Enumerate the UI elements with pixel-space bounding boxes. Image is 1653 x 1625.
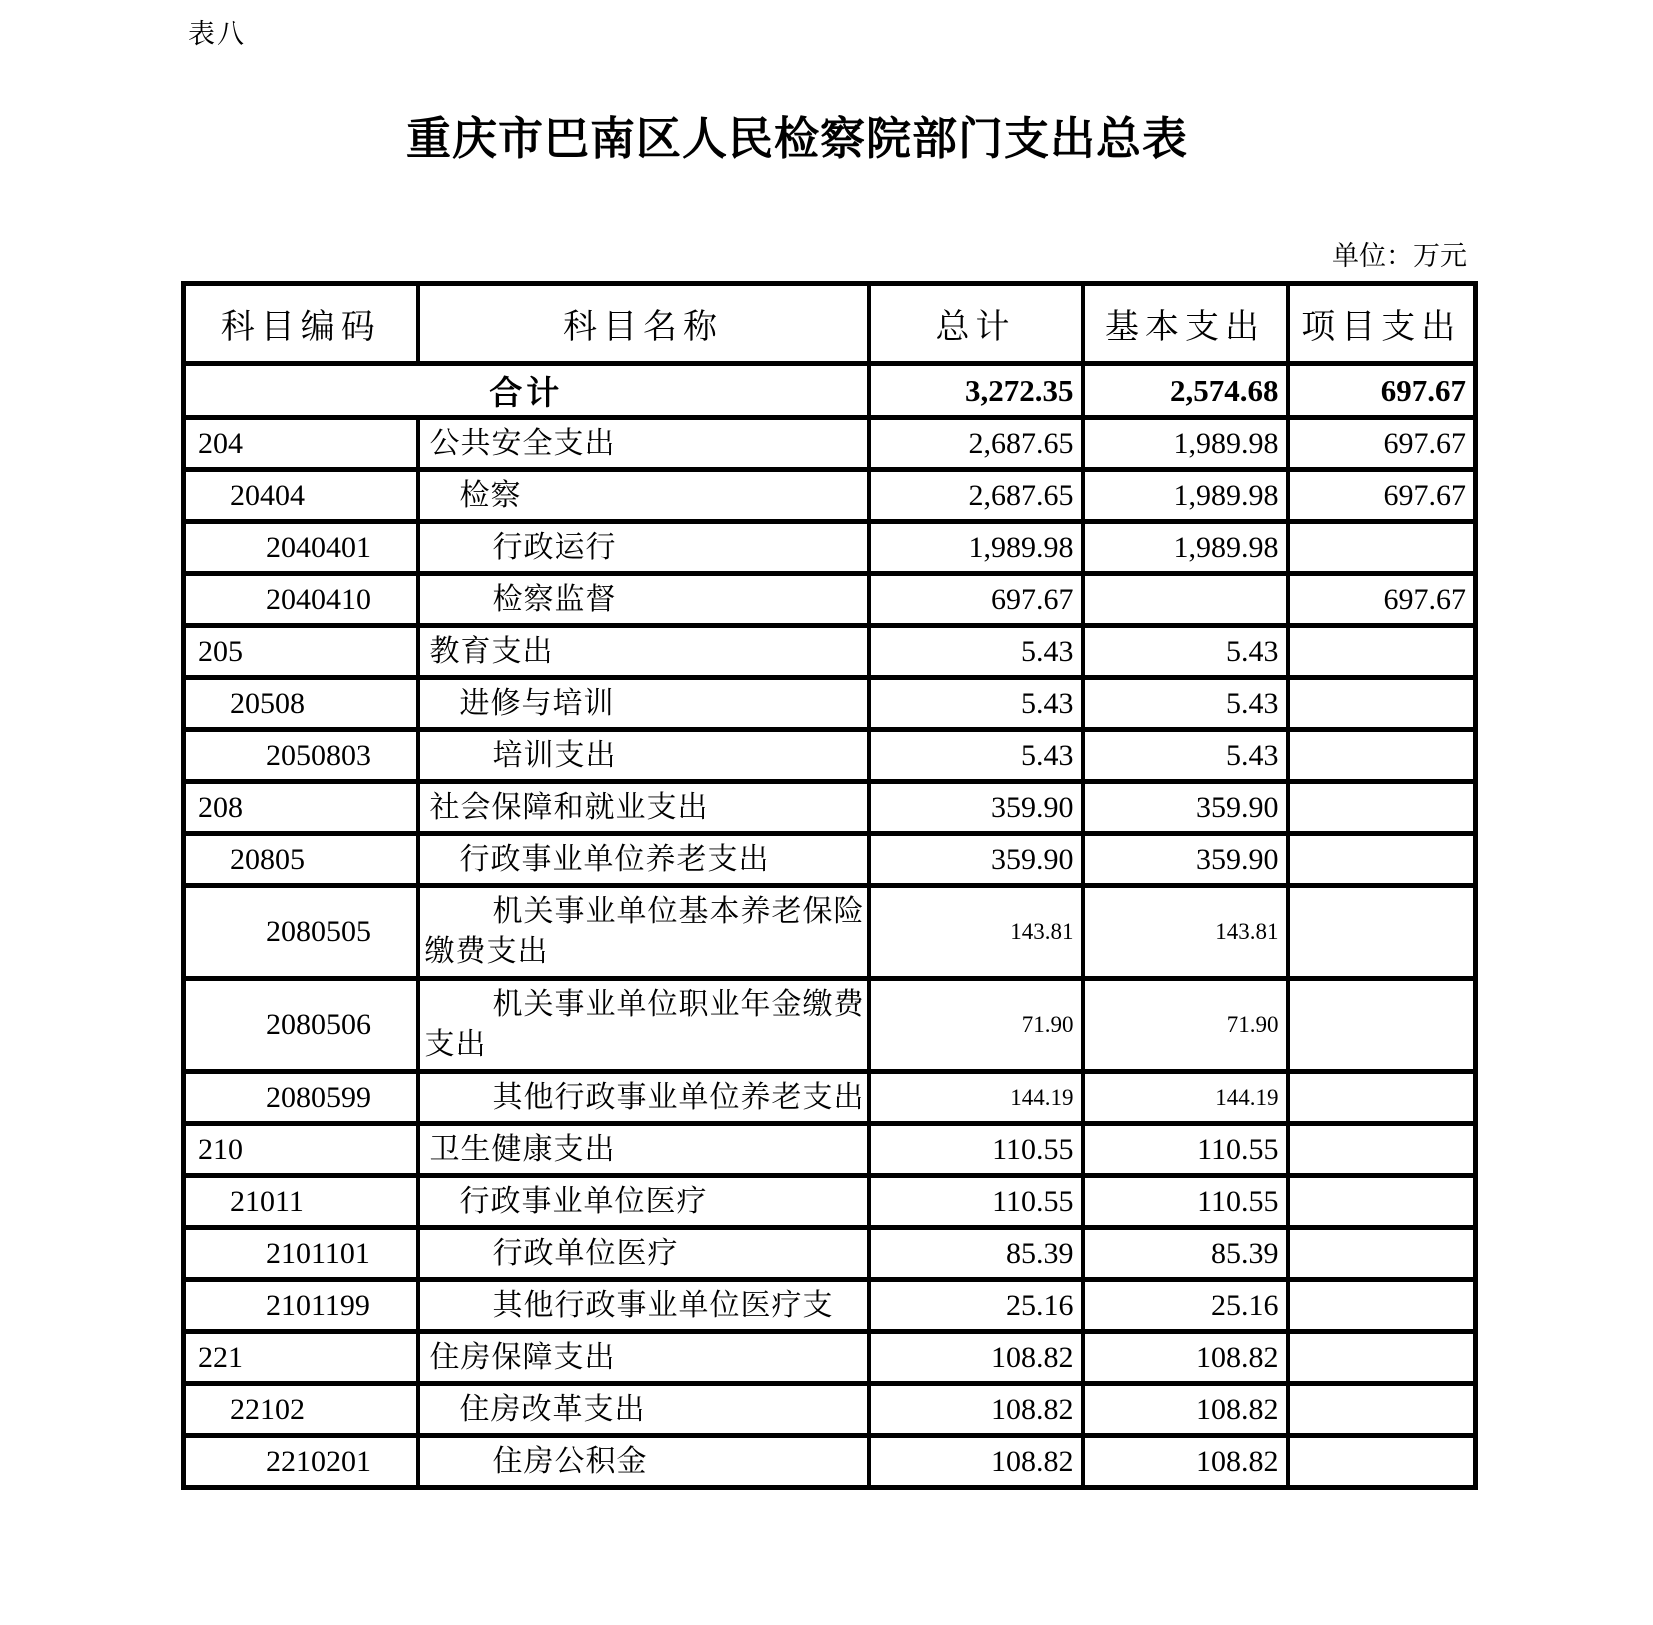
total-value: 5.43 bbox=[869, 678, 1083, 730]
project-value bbox=[1288, 522, 1476, 574]
subject-code: 2040401 bbox=[184, 522, 418, 574]
basic-value: 359.90 bbox=[1083, 782, 1288, 834]
basic-value: 359.90 bbox=[1083, 834, 1288, 886]
subject-code: 22102 bbox=[184, 1384, 418, 1436]
header-row bbox=[184, 284, 1476, 364]
table-row bbox=[184, 730, 1476, 782]
project-value bbox=[1288, 979, 1476, 1072]
basic-value: 1,989.98 bbox=[1083, 470, 1288, 522]
total-row bbox=[184, 364, 1476, 418]
total-value: 1,989.98 bbox=[869, 522, 1083, 574]
subject-name: 住房公积金 bbox=[418, 1436, 869, 1488]
basic-value: 71.90 bbox=[1083, 979, 1288, 1072]
project-value bbox=[1288, 886, 1476, 979]
subject-code: 204 bbox=[184, 418, 418, 470]
subject-name: 培训支出 bbox=[418, 730, 869, 782]
subject-name: 行政事业单位医疗 bbox=[418, 1176, 869, 1228]
subject-code: 21011 bbox=[184, 1176, 418, 1228]
subject-name: 其他行政事业单位医疗支 bbox=[418, 1280, 869, 1332]
basic-value: 110.55 bbox=[1083, 1176, 1288, 1228]
project-value: 697.67 bbox=[1288, 470, 1476, 522]
table-row bbox=[184, 678, 1476, 730]
table-row bbox=[184, 1384, 1476, 1436]
basic-value: 108.82 bbox=[1083, 1436, 1288, 1488]
column-header-basic: 基本支出 bbox=[1083, 284, 1288, 364]
table-row bbox=[184, 834, 1476, 886]
subject-name: 行政单位医疗 bbox=[418, 1228, 869, 1280]
column-header-subject-name: 科目名称 bbox=[418, 284, 869, 364]
basic-value: 108.82 bbox=[1083, 1332, 1288, 1384]
table-body bbox=[184, 364, 1476, 1488]
project-value bbox=[1288, 1072, 1476, 1124]
project-value bbox=[1288, 1436, 1476, 1488]
table-row bbox=[184, 626, 1476, 678]
subject-code: 2101199 bbox=[184, 1280, 418, 1332]
subject-name: 检察 bbox=[418, 470, 869, 522]
total-value: 108.82 bbox=[869, 1384, 1083, 1436]
table-row bbox=[184, 470, 1476, 522]
total-value: 359.90 bbox=[869, 782, 1083, 834]
table-row bbox=[184, 1176, 1476, 1228]
project-value bbox=[1288, 626, 1476, 678]
total-value: 697.67 bbox=[869, 574, 1083, 626]
table-row bbox=[184, 1072, 1476, 1124]
total-value: 2,687.65 bbox=[869, 418, 1083, 470]
basic-value: 25.16 bbox=[1083, 1280, 1288, 1332]
subject-code: 20404 bbox=[184, 470, 418, 522]
subject-code: 2210201 bbox=[184, 1436, 418, 1488]
subject-name: 机关事业单位基本养老保险缴费支出 bbox=[418, 886, 869, 979]
subject-code: 208 bbox=[184, 782, 418, 834]
subject-code: 210 bbox=[184, 1124, 418, 1176]
basic-value: 143.81 bbox=[1083, 886, 1288, 979]
total-row-total: 3,272.35 bbox=[869, 364, 1083, 418]
subject-code: 205 bbox=[184, 626, 418, 678]
subject-name: 其他行政事业单位养老支出 bbox=[418, 1072, 869, 1124]
subject-name: 进修与培训 bbox=[418, 678, 869, 730]
table-row bbox=[184, 1124, 1476, 1176]
subject-code: 2080505 bbox=[184, 886, 418, 979]
project-value bbox=[1288, 678, 1476, 730]
subject-name: 卫生健康支出 bbox=[418, 1124, 869, 1176]
column-header-total: 总计 bbox=[869, 284, 1083, 364]
table-row bbox=[184, 574, 1476, 626]
subject-code: 2080506 bbox=[184, 979, 418, 1072]
subject-name: 行政事业单位养老支出 bbox=[418, 834, 869, 886]
table-number-label: 表八 bbox=[188, 19, 246, 49]
total-value: 25.16 bbox=[869, 1280, 1083, 1332]
subject-name: 住房保障支出 bbox=[418, 1332, 869, 1384]
project-value bbox=[1288, 1124, 1476, 1176]
project-value bbox=[1288, 730, 1476, 782]
table-row bbox=[184, 1228, 1476, 1280]
subject-name: 社会保障和就业支出 bbox=[418, 782, 869, 834]
basic-value: 110.55 bbox=[1083, 1124, 1288, 1176]
subject-code: 221 bbox=[184, 1332, 418, 1384]
total-value: 108.82 bbox=[869, 1436, 1083, 1488]
expenditure-table bbox=[181, 281, 1478, 1490]
table-row bbox=[184, 886, 1476, 979]
total-row-basic: 2,574.68 bbox=[1083, 364, 1288, 418]
column-header-project: 项目支出 bbox=[1288, 284, 1476, 364]
total-value: 144.19 bbox=[869, 1072, 1083, 1124]
basic-value: 5.43 bbox=[1083, 678, 1288, 730]
total-value: 143.81 bbox=[869, 886, 1083, 979]
table-row bbox=[184, 522, 1476, 574]
total-value: 359.90 bbox=[869, 834, 1083, 886]
basic-value: 85.39 bbox=[1083, 1228, 1288, 1280]
total-row-project: 697.67 bbox=[1288, 364, 1476, 418]
project-value bbox=[1288, 1332, 1476, 1384]
subject-name: 住房改革支出 bbox=[418, 1384, 869, 1436]
subject-code: 2101101 bbox=[184, 1228, 418, 1280]
project-value bbox=[1288, 1280, 1476, 1332]
total-value: 110.55 bbox=[869, 1176, 1083, 1228]
project-value bbox=[1288, 782, 1476, 834]
project-value bbox=[1288, 834, 1476, 886]
basic-value: 1,989.98 bbox=[1083, 522, 1288, 574]
total-value: 85.39 bbox=[869, 1228, 1083, 1280]
total-value: 5.43 bbox=[869, 626, 1083, 678]
basic-value: 5.43 bbox=[1083, 626, 1288, 678]
total-value: 110.55 bbox=[869, 1124, 1083, 1176]
basic-value bbox=[1083, 574, 1288, 626]
table-row bbox=[184, 418, 1476, 470]
subject-name: 行政运行 bbox=[418, 522, 869, 574]
subject-name: 教育支出 bbox=[418, 626, 869, 678]
project-value bbox=[1288, 1384, 1476, 1436]
project-value: 697.67 bbox=[1288, 418, 1476, 470]
table-row bbox=[184, 1280, 1476, 1332]
subject-name: 公共安全支出 bbox=[418, 418, 869, 470]
project-value: 697.67 bbox=[1288, 574, 1476, 626]
total-value: 71.90 bbox=[869, 979, 1083, 1072]
table-row bbox=[184, 979, 1476, 1072]
table-row bbox=[184, 782, 1476, 834]
basic-value: 1,989.98 bbox=[1083, 418, 1288, 470]
project-value bbox=[1288, 1228, 1476, 1280]
total-value: 108.82 bbox=[869, 1332, 1083, 1384]
table-row bbox=[184, 1332, 1476, 1384]
unit-label: 单位：万元 bbox=[1332, 241, 1467, 271]
project-value bbox=[1288, 1176, 1476, 1228]
total-row-label: 合计 bbox=[184, 364, 869, 418]
basic-value: 5.43 bbox=[1083, 730, 1288, 782]
table-row bbox=[184, 1436, 1476, 1488]
basic-value: 144.19 bbox=[1083, 1072, 1288, 1124]
subject-code: 2050803 bbox=[184, 730, 418, 782]
subject-code: 20508 bbox=[184, 678, 418, 730]
page-title: 重庆市巴南区人民检察院部门支出总表 bbox=[405, 114, 1188, 164]
subject-name: 检察监督 bbox=[418, 574, 869, 626]
subject-code: 2040410 bbox=[184, 574, 418, 626]
column-header-subject-code: 科目编码 bbox=[184, 284, 418, 364]
subject-name: 机关事业单位职业年金缴费支出 bbox=[418, 979, 869, 1072]
basic-value: 108.82 bbox=[1083, 1384, 1288, 1436]
subject-code: 2080599 bbox=[184, 1072, 418, 1124]
subject-code: 20805 bbox=[184, 834, 418, 886]
total-value: 5.43 bbox=[869, 730, 1083, 782]
total-value: 2,687.65 bbox=[869, 470, 1083, 522]
